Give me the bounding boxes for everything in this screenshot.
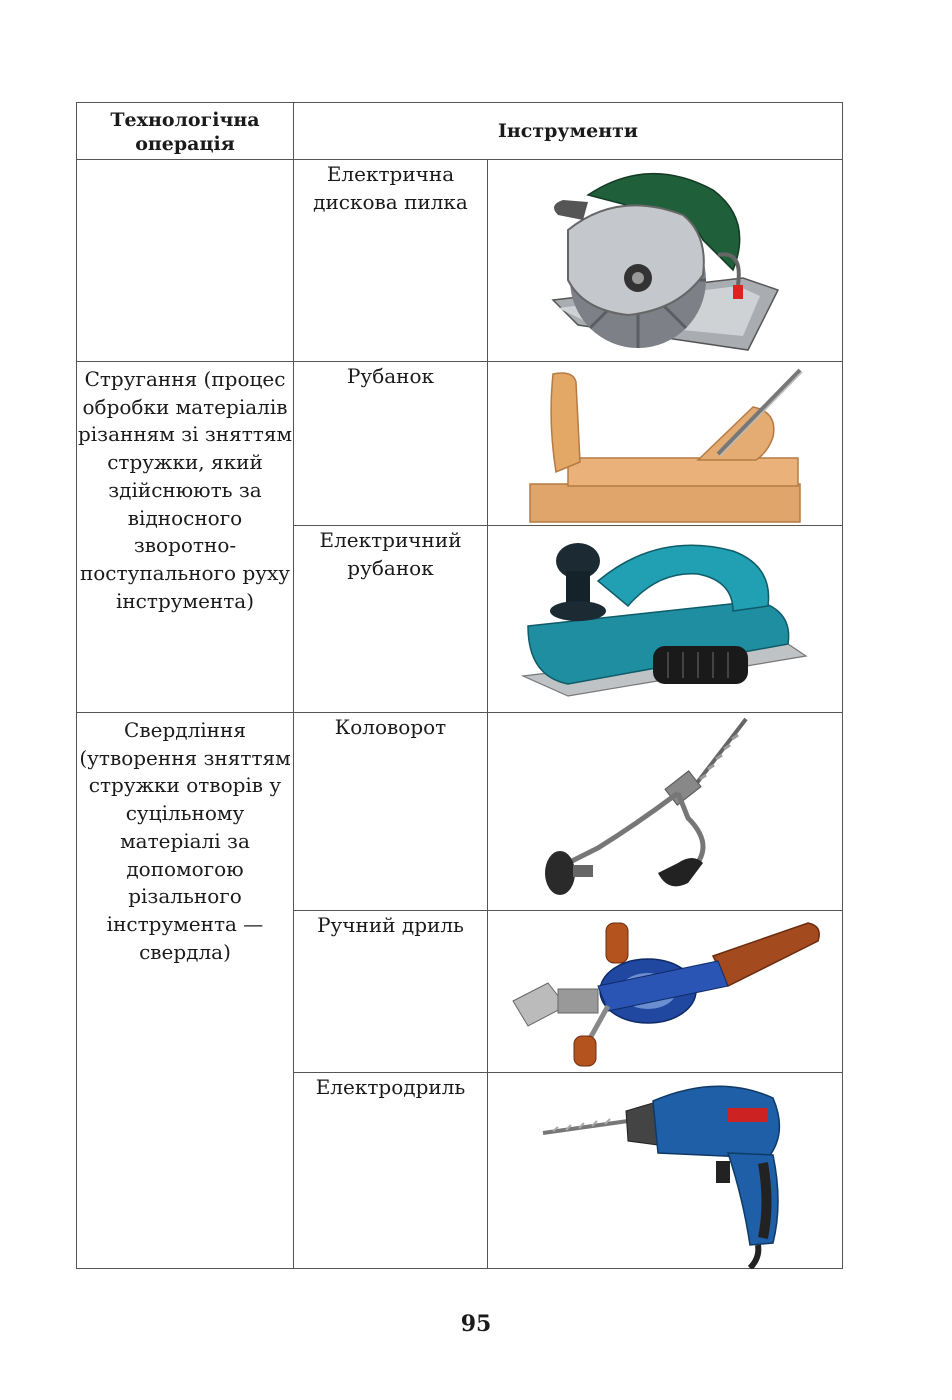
tool-image-cell	[488, 911, 843, 1073]
tool-image-cell	[488, 160, 843, 362]
tool-name: Електродриль	[294, 1073, 488, 1269]
table-header-row	[77, 103, 843, 160]
electric-drill-icon	[488, 1073, 843, 1269]
operation-cell	[77, 160, 294, 362]
operation-cell: Свердління (утворення зняттям стружки отворів у суцільному матеріалі за допомогою різального інструмента — свердла)	[77, 713, 294, 1269]
circular-saw-icon	[488, 160, 843, 362]
header-tools-text: Інструменти	[498, 120, 638, 142]
tool-name: Електричний рубанок	[294, 526, 488, 713]
header-tools	[294, 103, 843, 160]
page-number: 95	[460, 1311, 492, 1337]
tool-image-cell	[488, 713, 843, 911]
header-operation-text: Технологічна операція	[110, 109, 260, 155]
table-row	[77, 362, 843, 526]
header-operation	[77, 103, 294, 160]
hand-plane-icon	[488, 362, 843, 526]
tool-name: Ручний дриль	[294, 911, 488, 1073]
tool-name: Рубанок	[294, 362, 488, 526]
brace-drill-icon	[488, 713, 843, 911]
tool-image-cell	[488, 526, 843, 713]
table-row	[77, 160, 843, 362]
tool-image-cell	[488, 1073, 843, 1269]
operation-cell: Стругання (процес обробки матеріалів різанням зі зняттям стружки, який здійснюють за відносного зворотно-поступального руху інструмента)	[77, 362, 294, 713]
tool-name: Коловорот	[294, 713, 488, 911]
tool-name: Електрична дискова пилка	[294, 160, 488, 362]
electric-plane-icon	[488, 526, 843, 713]
hand-drill-icon	[488, 911, 843, 1073]
table-row	[77, 713, 843, 911]
tool-image-cell	[488, 362, 843, 526]
tools-table	[76, 102, 843, 1269]
